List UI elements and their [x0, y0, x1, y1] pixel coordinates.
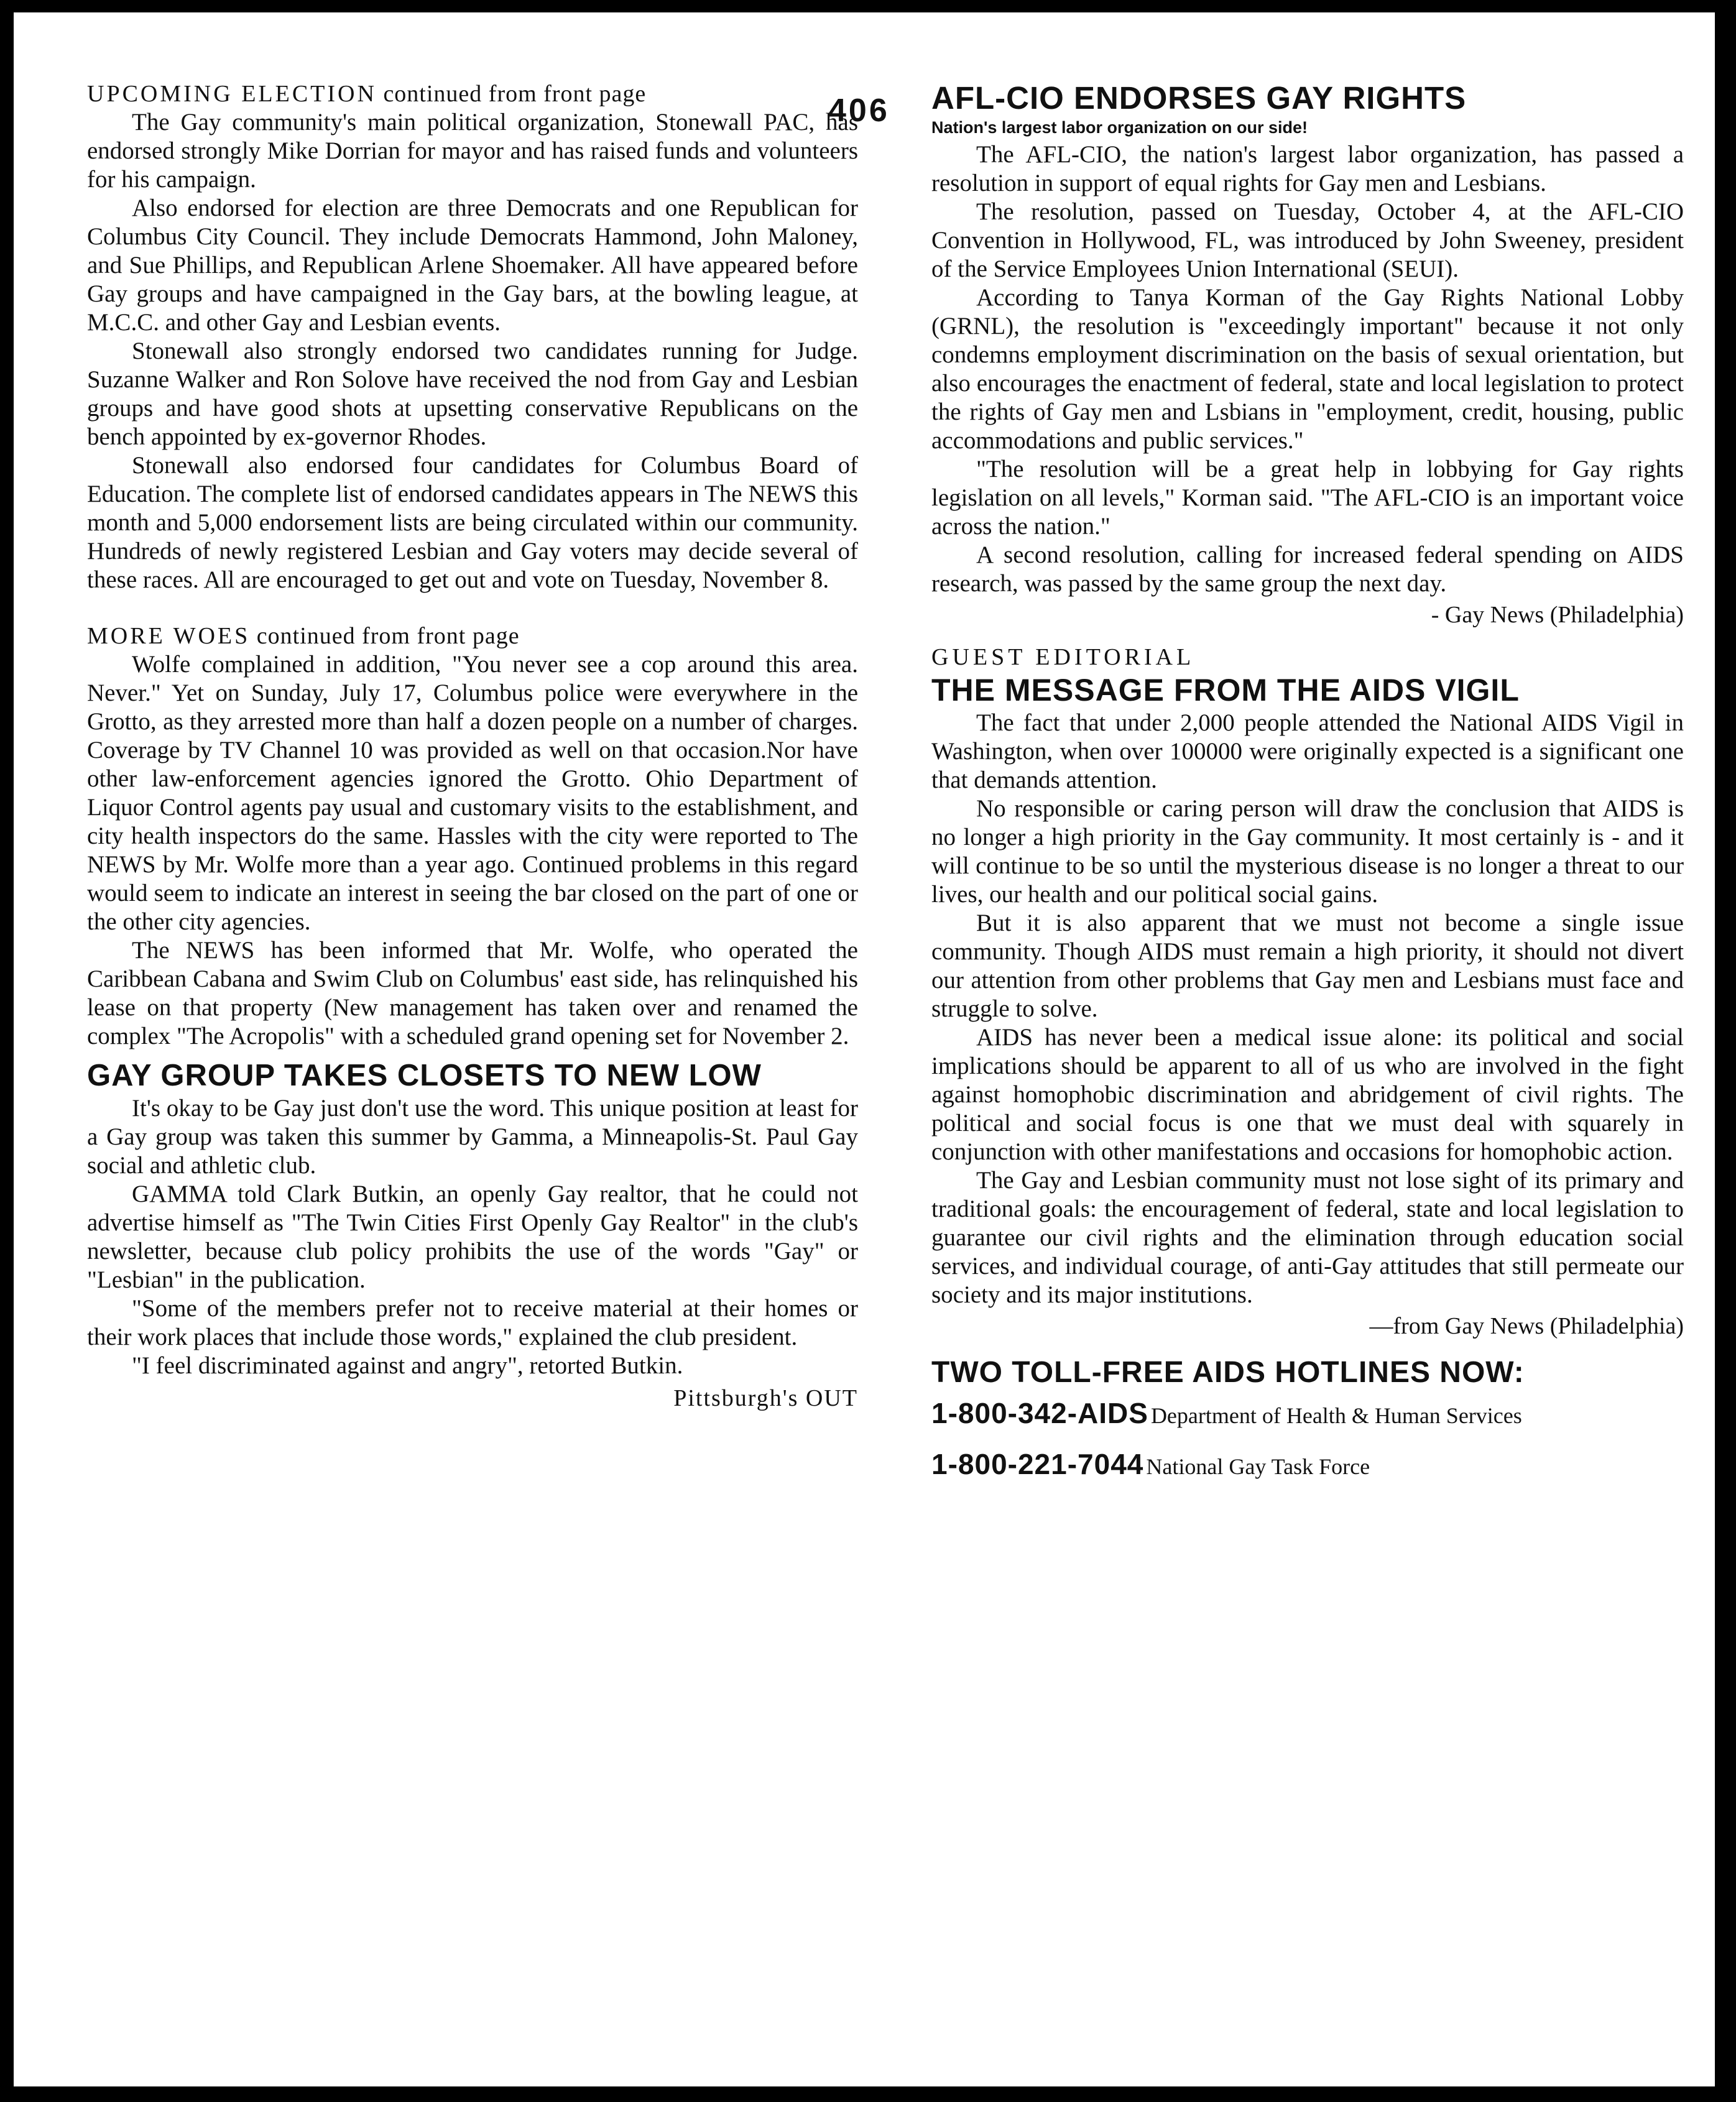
editorial-paragraph: The Gay and Lesbian community must not lose sight of its primary and traditional goals: the encouragement of federal, state and local legislation to guarantee our civil rights and the elimination through education social services, and individual courage, of anti-Gay attitudes that still permeate our society and its major institutions. [931, 1167, 1684, 1308]
closets-paragraph: It's okay to be Gay just don't use the word. This unique position at least for a Gay group was taken this summer by Gamma, a Minneapolis-St. Paul Gay social and athletic club. [87, 1095, 859, 1179]
editorial-paragraph: But it is also apparent that we must not become a single issue community. Though AIDS must remain a high priority, it should not divert our attention from other problems that Gay men and Lesbians must face and struggle to solve. [931, 910, 1684, 1022]
aflcio-paragraph: "The resolution will be a great help in lobbying for Gay rights legislation on all levels," Korman said. "The AFL-CIO is an important voice across the nation." [931, 456, 1684, 540]
editorial-paragraph: The fact that under 2,000 people attended the National AIDS Vigil in Washington, when over 100000 were originally expected is a significant one that demands attention. [931, 709, 1684, 793]
aflcio-paragraph: According to Tanya Korman of the Gay Rights National Lobby (GRNL), the resolution is "exceedingly important" because it not only condemns employment discrimination on the basis of sexual orientation, but also encourages the enactment of federal, state and local legislation to protect the rights of Gay men and Lsbians in "employment, credit, housing, public accommodations and public services." [931, 284, 1684, 454]
woes-paragraph: Wolfe complained in addition, "You never see a cop around this area. Never." Yet on Sunday, July 17, Columbus police were everywhere in the Grotto, as they arrested more than half a dozen people on a number of charges. Coverage by TV Channel 10 was provided as well on that occasion.Nor have other law-enforcement agencies ignored the Grotto. Ohio Department of Liquor Control agents pay usual and customary visits to the establishment, and city health inspectors do the same. Hassles with the city were reported to The NEWS by Mr. Wolfe more than a year ago. Continued problems in this regard would seem to indicate an interest in seeing the bar closed on the part of one or the other city agencies. [87, 651, 858, 935]
article-closets [87, 1057, 858, 1413]
right-column [931, 80, 1684, 1493]
hotline-number: 1-800-342-AIDS [931, 1397, 1148, 1429]
election-kicker: UPCOMING ELECTION continued from front page [87, 81, 647, 107]
editorial-paragraph: AIDS has never been a medical issue alone: its political and social implications should be apparent to all of us who are involved in the fight against homophobic discrimination and abridgement of civil rights. The political and social focus is one that we must deal with squarely in conjunction with other manifestations and occasions for homophobic action. [931, 1024, 1684, 1165]
article-guest-editorial [931, 643, 1684, 1340]
closets-paragraph: "I feel discriminated against and angry", retorted Butkin. [132, 1352, 683, 1379]
hotline-desc: National Gay Task Force [1146, 1454, 1370, 1479]
closets-paragraph: GAMMA told Clark Butkin, an openly Gay realtor, that he could not advertise himself as "The Twin Cities First Openly Gay Realtor" in the club's newsletter, because club policy prohibits the use of the words "Gay" or "Lesbian" in the publication. [87, 1181, 858, 1293]
aflcio-paragraph: The AFL-CIO, the nation's largest labor organization, has passed a resolution in support of equal rights for Gay men and Lesbians. [931, 141, 1684, 196]
left-column [87, 80, 858, 1413]
aflcio-paragraph: A second resolution, calling for increased federal spending on AIDS research, was passed by the same group the next day. [931, 542, 1684, 597]
hotlines-headline: TWO TOLL-FREE AIDS HOTLINES NOW: [931, 1356, 1525, 1389]
hotlines-box [931, 1354, 1684, 1493]
aflcio-credit: - Gay News (Philadelphia) [1431, 602, 1684, 628]
election-paragraph: Stonewall also strongly endorsed two candidates running for Judge. Suzanne Walker and Ron Solove have received the nod from Gay and Lesbian groups and have good shots at upsetting conservative Republicans on the bench appointed by ex-governor Rhodes. [87, 338, 858, 450]
page-number: 406 [828, 93, 890, 129]
aflcio-paragraph: The resolution, passed on Tuesday, October 4, at the AFL-CIO Convention in Hollywood, FL, was introduced by John Sweeney, president of the Service Employees Union International (SEUI). [931, 198, 1684, 282]
woes-kicker: MORE WOES continued from front page [87, 623, 520, 649]
election-paragraph: Also endorsed for election are three Democrats and one Republican for Columbus City Council. They include Democrats Hammond, John Maloney, and Sue Phillips, and Republican Arlene Shoemaker. All have appeared before Gay groups and have campaigned in the Gay bars, at the bowling league, at M.C.C. and other Gay and Lesbian events. [87, 195, 858, 336]
aflcio-subhead: Nation's largest labor organization on our side! [931, 118, 1308, 137]
election-paragraph: Stonewall also endorsed four candidates for Columbus Board of Education. The complete list of endorsed candidates appears in The NEWS this month and 5,000 endorsement lists are being circulated within our community. Hundreds of newly registered Lesbian and Gay voters may decide several of these races. All are encouraged to get out and vote on Tuesday, November 8. [87, 452, 858, 593]
article-aflcio [931, 80, 1684, 629]
hotline-item [931, 1391, 1684, 1442]
closets-credit: Pittsburgh's OUT [673, 1385, 858, 1411]
article-upcoming-election [87, 80, 858, 594]
hotline-number: 1-800-221-7044 [931, 1448, 1144, 1480]
editorial-headline: THE MESSAGE FROM THE AIDS VIGIL [931, 673, 1520, 708]
editorial-credit: —from Gay News (Philadelphia) [1369, 1313, 1684, 1339]
election-paragraph: The Gay community's main political organization, Stonewall PAC, has endorsed strongly Mike Dorrian for mayor and has raised funds and volunteers for his campaign. [87, 109, 858, 193]
hotline-item [931, 1442, 1684, 1493]
editorial-kicker: GUEST EDITORIAL [931, 644, 1195, 670]
newsletter-page [10, 9, 1719, 2090]
closets-paragraph: "Some of the members prefer not to receive material at their homes or their work places that include those words," explained the club president. [87, 1295, 858, 1350]
editorial-paragraph: No responsible or caring person will draw the conclusion that AIDS is no longer a high priority in the Gay community. It most certainly is - and it will continue to be so until the mysterious disease is no longer a threat to our lives, our health and our political social gains. [931, 795, 1684, 908]
hotline-desc: Department of Health & Human Services [1150, 1403, 1522, 1428]
aflcio-headline: AFL-CIO ENDORSES GAY RIGHTS [931, 80, 1467, 116]
woes-paragraph: The NEWS has been informed that Mr. Wolfe, who operated the Caribbean Cabana and Swim Club on Columbus' east side, has relinquished his lease on that property (New management has taken over and renamed the complex "The Acropolis" with a scheduled grand opening set for November 2. [87, 937, 858, 1049]
article-more-woes [87, 622, 858, 1051]
closets-headline: GAY GROUP TAKES CLOSETS TO NEW LOW [87, 1059, 762, 1092]
